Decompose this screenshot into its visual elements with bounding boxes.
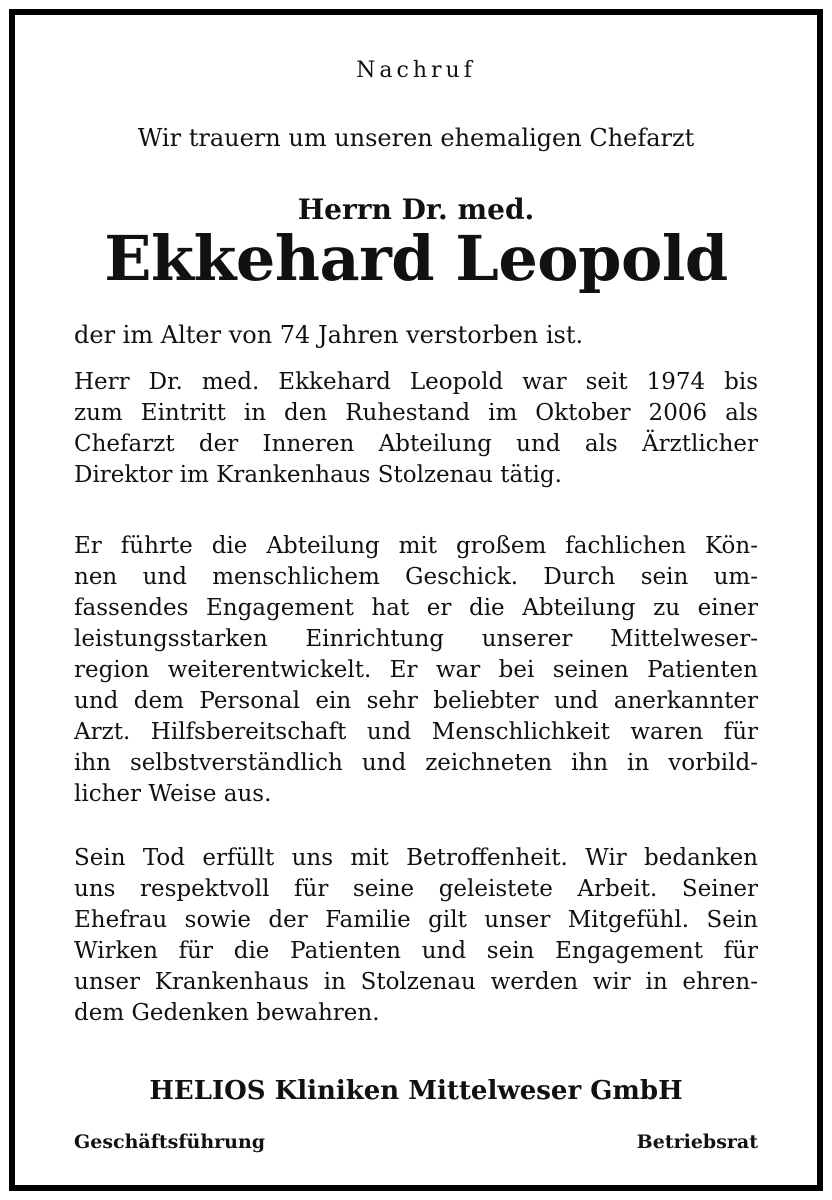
text-line: zum Eintritt in den Ruhestand im Oktober 2006 als — [74, 400, 758, 426]
text-line: Wirken für die Patienten und sein Engagement für — [74, 938, 758, 964]
text-line: Er führte die Abteilung mit großem fachlichen Kön- — [74, 533, 758, 559]
text-line: Ehefrau sowie der Familie gilt unser Mitgefühl. Sein — [74, 907, 758, 933]
text-line: dem Gedenken bewahren. — [74, 1000, 380, 1026]
text-line: Sein Tod erfüllt uns mit Betroffenheit. Wir bedanken — [74, 845, 758, 871]
text-line: uns respektvoll für seine geleistete Arbeit. Seiner — [74, 876, 758, 902]
obituary-heading: Nachruf — [356, 58, 476, 83]
condolence-paragraph — [74, 843, 758, 1029]
text-line: region weiterentwickelt. Er war bei seinen Patienten — [74, 657, 758, 683]
deceased-title: Herrn Dr. med. — [297, 193, 535, 226]
text-line: licher Weise aus. — [74, 781, 272, 807]
career-paragraph — [74, 367, 758, 491]
text-line: nen und menschlichem Geschick. Durch sein um- — [74, 564, 758, 590]
text-line: fassendes Engagement hat er die Abteilung zu einer — [74, 595, 758, 621]
organization-name: HELIOS Kliniken Mittelweser GmbH — [149, 1076, 683, 1106]
age-statement: der im Alter von 74 Jahren verstorben ist. — [74, 321, 584, 349]
text-line: Arzt. Hilfsbereitschaft und Menschlichkeit waren für — [74, 719, 758, 745]
text-line: Herr Dr. med. Ekkehard Leopold war seit 1974 bis — [74, 369, 758, 395]
text-line: leistungsstarken Einrichtung unserer Mittelweser- — [74, 626, 758, 652]
tribute-paragraph — [74, 531, 758, 810]
text-line: unser Krankenhaus in Stolzenau werden wir in ehren- — [74, 969, 758, 995]
deceased-name: Ekkehard Leopold — [104, 222, 728, 295]
text-line: und dem Personal ein sehr beliebter und anerkannter — [74, 688, 758, 714]
mourning-statement: Wir trauern um unseren ehemaligen Chefarzt — [137, 124, 695, 152]
signatory-management: Geschäftsführung — [74, 1131, 266, 1153]
text-line: Chefarzt der Inneren Abteilung und als Ärztlicher — [74, 431, 758, 457]
text-line: ihn selbstverständlich und zeichneten ihn in vorbild- — [74, 750, 758, 776]
text-line: Direktor im Krankenhaus Stolzenau tätig. — [74, 462, 562, 488]
signatory-works-council: Betriebsrat — [636, 1131, 758, 1153]
